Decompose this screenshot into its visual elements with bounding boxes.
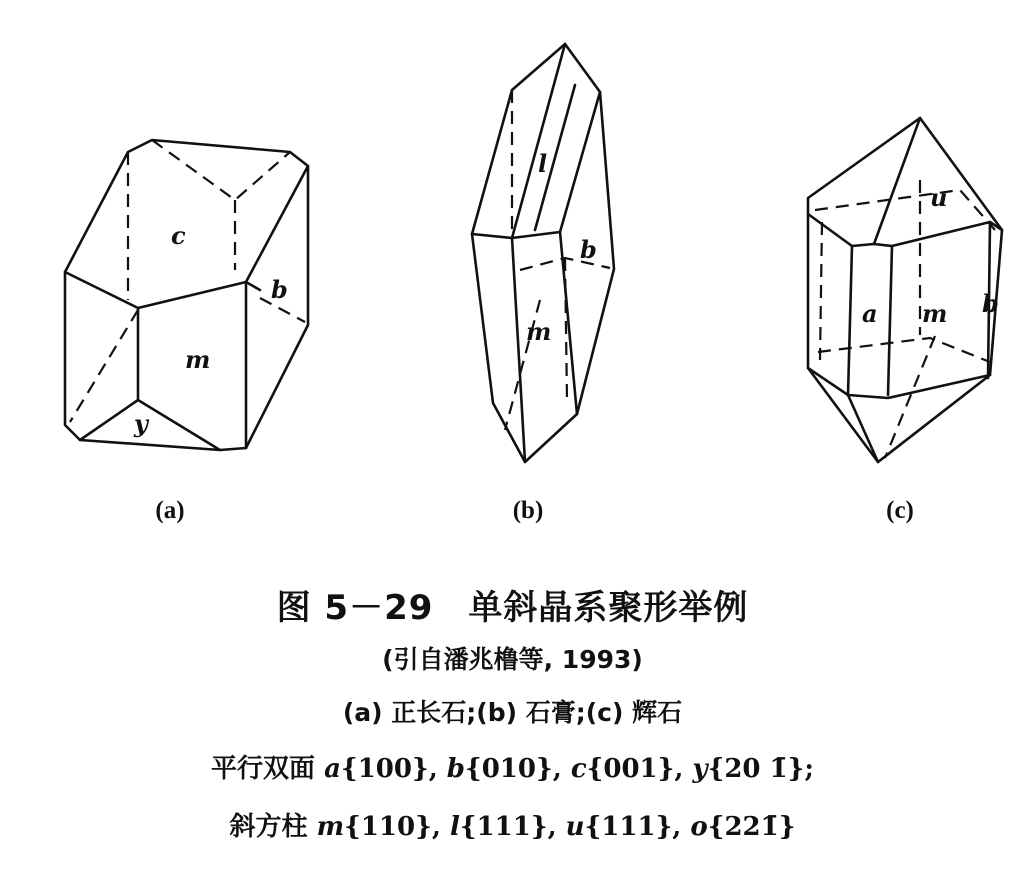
form-indices: {001} xyxy=(586,754,675,784)
form-letter: l xyxy=(449,812,460,842)
face-label-c: c xyxy=(171,221,186,250)
form-indices: {010} xyxy=(464,754,553,784)
face-label-y: y xyxy=(134,409,148,438)
form-letter: a xyxy=(324,754,341,784)
form-letter: y xyxy=(692,754,708,784)
panel-label-b: (b) xyxy=(512,497,544,524)
form-a xyxy=(324,754,429,784)
panel-label-c: (c) xyxy=(886,497,914,524)
face-label-b: b xyxy=(982,289,999,318)
face-label-u: u xyxy=(930,183,948,212)
form-indices: {111} xyxy=(584,812,673,842)
form-letter: o xyxy=(690,812,708,842)
prism-prefix: 斜方柱 xyxy=(229,812,308,842)
form-y xyxy=(692,754,804,784)
form-indices: {111} xyxy=(459,812,548,842)
form-indices: {221̄} xyxy=(707,812,796,842)
form-l xyxy=(450,812,548,842)
crystal-a xyxy=(65,140,308,524)
form-b xyxy=(447,754,553,784)
panel-label-a: (a) xyxy=(155,497,185,524)
crystal-b xyxy=(472,44,614,524)
form-indices: {100} xyxy=(340,754,429,784)
figure-title: 图 5－29 单斜晶系聚形举例 xyxy=(276,588,749,628)
form-c xyxy=(571,754,675,784)
form-letter: c xyxy=(570,754,587,784)
crystal-c xyxy=(808,118,1002,524)
form-u xyxy=(566,812,673,842)
face-label-a: a xyxy=(862,299,878,328)
face-label-m: m xyxy=(185,345,211,374)
form-letter: b xyxy=(446,754,465,784)
face-label-b: b xyxy=(580,235,597,264)
pinacoid-end: ; xyxy=(804,754,814,784)
figure-source: (引自潘兆橹等, 1993) xyxy=(382,645,643,674)
form-indices: {20 1̄} xyxy=(707,754,805,784)
face-label-l: l xyxy=(538,149,548,178)
pinacoid-prefix: 平行双面 xyxy=(211,754,316,784)
form-letter: u xyxy=(565,812,585,842)
form-o xyxy=(690,812,795,842)
form-indices: {110} xyxy=(344,812,432,842)
form-letter: m xyxy=(316,812,345,842)
form-m xyxy=(317,812,432,842)
pinacoid-forms: 平行双面 a{100}, b{010}, c{001}, y{20 1̄}; xyxy=(211,754,814,784)
prism-forms: 斜方柱 m{110}, l{111}, u{111}, o{221̄} xyxy=(229,812,796,842)
face-label-m: m xyxy=(922,299,948,328)
face-label-b: b xyxy=(271,275,288,304)
mineral-list: (a) 正长石;(b) 石膏;(c) 辉石 xyxy=(342,698,683,727)
face-label-m: m xyxy=(526,317,552,346)
